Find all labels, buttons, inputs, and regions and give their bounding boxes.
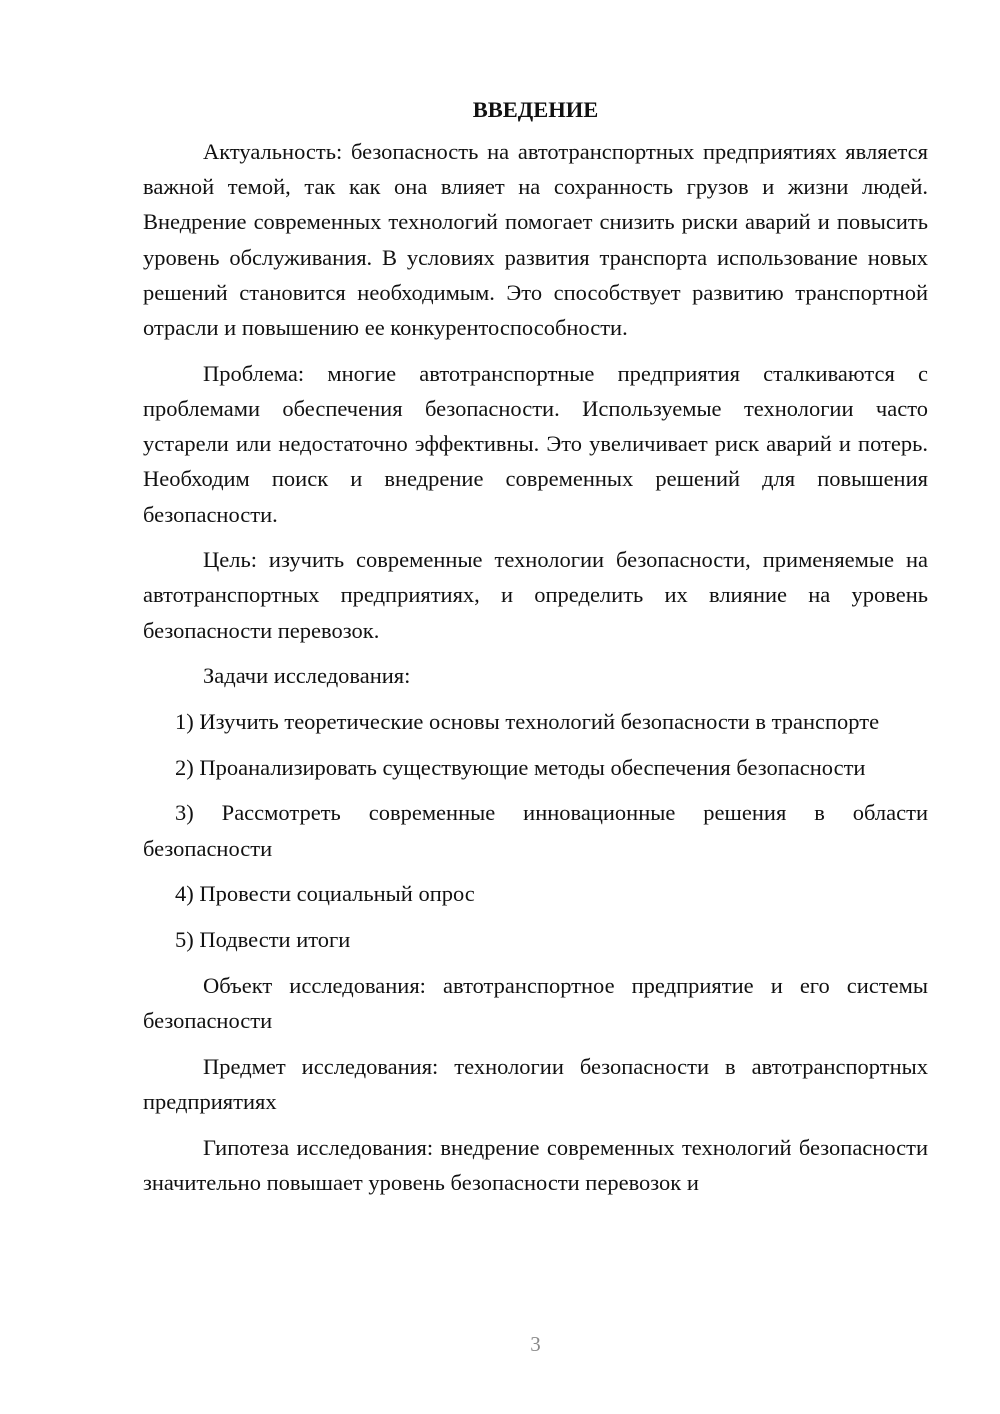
task-item-4: 4) Провести социальный опрос: [175, 881, 475, 907]
subject-paragraph: Предмет исследования: технологии безопасности в автотранспортных предприятиях: [143, 1053, 928, 1114]
task-item-2: 2) Проанализировать существующие методы обеспечения безопасности: [175, 754, 866, 780]
goal-paragraph: Цель: изучить современные технологии безопасности, применяемые на автотранспортных предприятиях, и определить их влияние на уровень безопасности перевозок.: [143, 547, 928, 643]
tasks-intro: Задачи исследования:: [203, 663, 411, 689]
section-heading: ВВЕДЕНИЕ: [472, 97, 599, 122]
task-item-1: 1) Изучить теоретические основы технологий безопасности в транспорте: [175, 709, 880, 735]
relevance-paragraph: Актуальность: безопасность на автотранспортных предприятиях является важной темой, так как она влияет на сохранность грузов и жизни людей. Внедрение современных технологий помогает снизить риски аварий и повысить уровень обслуживания. В условиях развития транспорта использование новых решений становится необходимым. Это способствует развитию транспортной отрасли и повышению ее конкурентоспособности.: [143, 139, 928, 341]
document-page: [143, 92, 928, 1210]
object-paragraph: Объект исследования: автотранспортное предприятие и его системы безопасности: [143, 972, 928, 1033]
problem-paragraph: Проблема: многие автотранспортные предприятия сталкиваются с проблемами обеспечения безопасности. Используемые технологии часто устарели или недостаточно эффективны. Это увеличивает риск аварий и потерь. Необходим поиск и внедрение современных решений для повышения безопасности.: [143, 360, 928, 527]
task-item-3: 3) Рассмотреть современные инновационные решения в области безопасности: [143, 800, 928, 861]
page-number: 3: [530, 1332, 541, 1356]
hypothesis-paragraph: Гипотеза исследования: внедрение современных технологий безопасности значительно повышает уровень безопасности перевозок и: [143, 1134, 928, 1195]
task-item-5: 5) Подвести итоги: [175, 927, 351, 953]
